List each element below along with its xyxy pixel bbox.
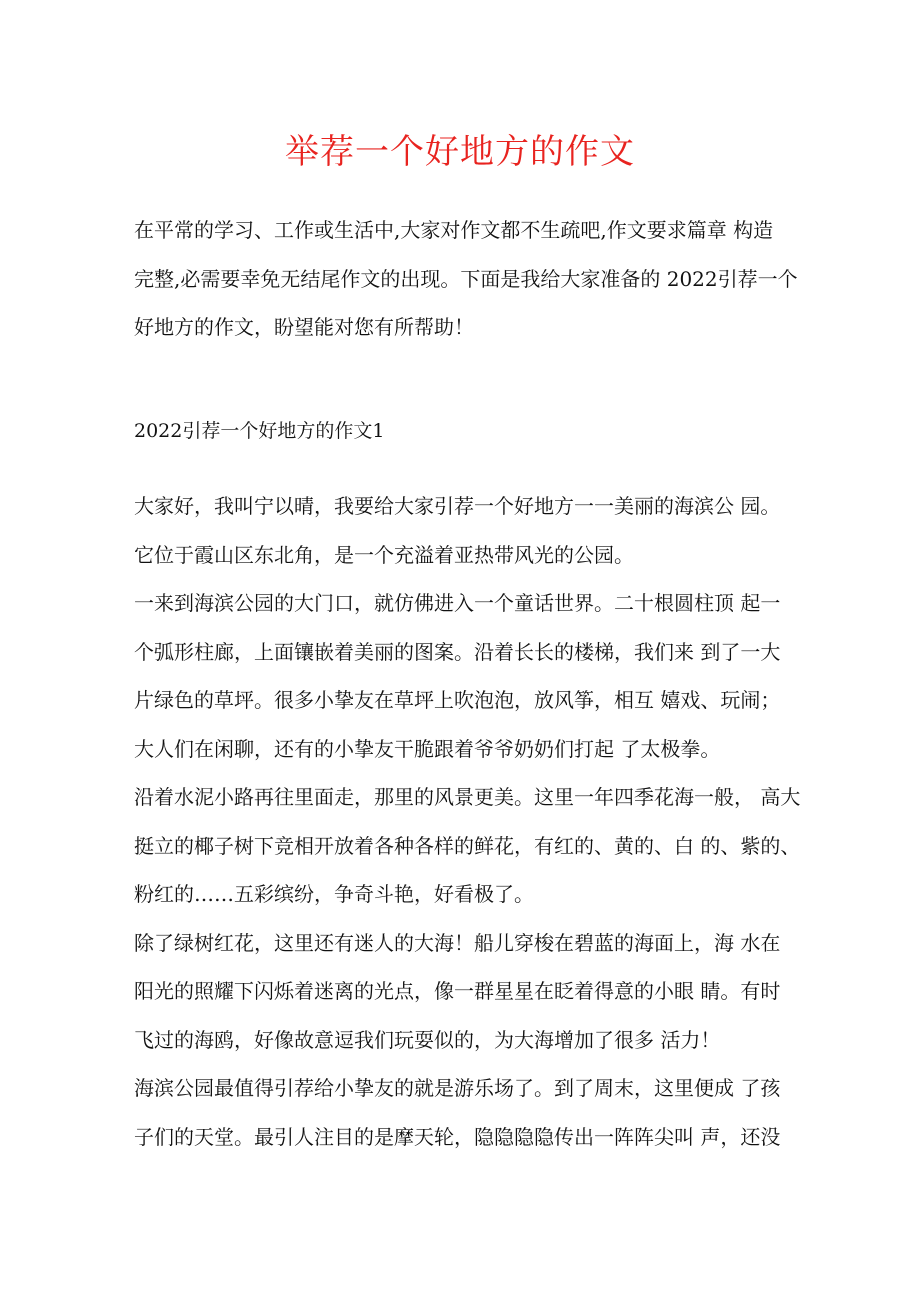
body-line: 沿着水泥小路再往里面走，那里的风景更美。这里一年四季花海一般， 高大 [134,785,801,809]
body-line: 一来到海滨公园的大门口，就仿佛进入一个童话世界。二十根圆柱顶 起一 [134,591,781,615]
body-line: 它位于霞山区东北角，是一个充溢着亚热带风光的公园。 [134,543,634,567]
body-line: 飞过的海鸥，好像故意逗我们玩耍似的，为大海增加了很多 活力！ [134,1028,721,1052]
body-line: 大人们在闲聊，还有的小挚友干脆跟着爷爷奶奶们打起 了太极拳。 [134,737,721,761]
body-line: 海滨公园最值得引荐给小挚友的就是游乐场了。到了周末，这里便成 了孩 [134,1076,781,1100]
body-line: 子们的天堂。最引人注目的是摩天轮，隐隐隐隐传出一阵阵尖叫 声，还没 [134,1125,781,1149]
body-line: 大家好，我叫宁以晴，我要给大家引荐一个好地方一一美丽的海滨公 园。 [134,494,781,518]
intro-line: 好地方的作文，盼望能对您有所帮助！ [134,315,474,339]
body-line: 粉红的……五彩缤纷，争奇斗艳，好看极了。 [134,882,534,906]
body-line: 片绿色的草坪。很多小挚友在草坪上吹泡泡，放风筝，相互 嬉戏、玩闹； [134,688,781,712]
document-title: 举荐一个好地方的作文 [285,132,635,172]
body-line: 除了绿树红花，这里还有迷人的大海！船儿穿梭在碧蓝的海面上，海 水在 [134,931,781,955]
intro-line: 完整,必需要幸免无结尾作文的出现。下面是我给大家准备的 2022引荐一个 [134,267,798,291]
body-line: 个弧形柱廊，上面镶嵌着美丽的图案。沿着长长的楼梯，我们来 到了一大 [134,640,781,664]
intro-line: 在平常的学习、工作或生活中,大家对作文都不生疏吧,作文要求篇章 构造 [134,218,774,242]
body-line: 阳光的照耀下闪烁着迷离的光点，像一群星星在眨着得意的小眼 睛。有时 [134,979,781,1003]
body-line: 挺立的椰子树下竞相开放着各种各样的鲜花，有红的、黄的、白 的、紫的、 [134,834,801,858]
section-heading: 2022引荐一个好地方的作文1 [134,420,385,442]
